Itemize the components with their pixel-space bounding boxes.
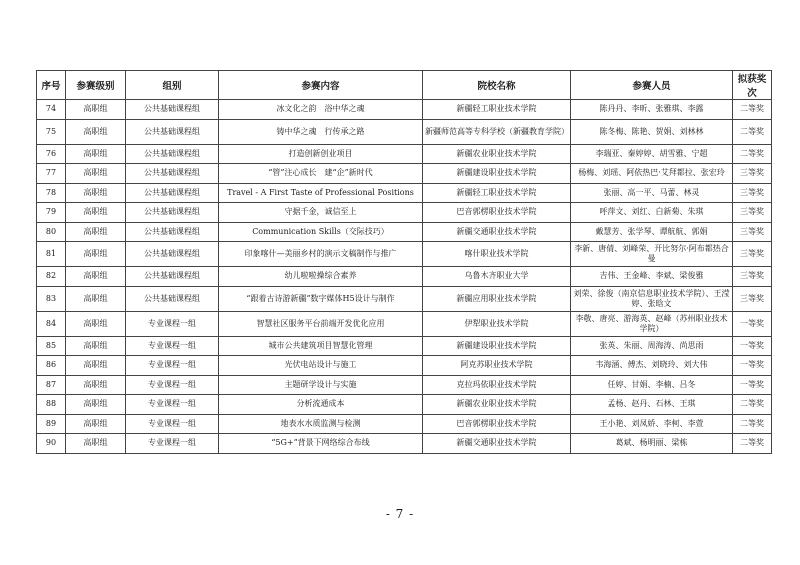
cell-group: 专业课程一组 xyxy=(126,395,219,415)
cell-school: 新疆轻工职业技术学院 xyxy=(423,100,571,120)
table-row xyxy=(37,336,772,356)
cell-level: 高职组 xyxy=(66,119,126,144)
cell-participants: 张英、朱丽、周海涛、尚思雨 xyxy=(571,336,733,356)
cell-level: 高职组 xyxy=(66,242,126,267)
column-header: 参赛人员 xyxy=(571,71,733,100)
cell-content: “管”注心成长 建“企”新时代 xyxy=(219,164,423,184)
cell-index: 77 xyxy=(37,164,66,184)
cell-level: 高职组 xyxy=(66,100,126,120)
cell-award: 一等奖 xyxy=(733,375,772,395)
table-row xyxy=(37,414,772,434)
cell-index: 75 xyxy=(37,119,66,144)
cell-award: 二等奖 xyxy=(733,144,772,164)
table-row xyxy=(37,203,772,223)
cell-award: 二等奖 xyxy=(733,100,772,120)
cell-school: 巴音郭楞职业技术学院 xyxy=(423,414,571,434)
cell-level: 高职组 xyxy=(66,203,126,223)
cell-group: 公共基础课程组 xyxy=(126,183,219,203)
cell-group: 公共基础课程组 xyxy=(126,100,219,120)
cell-content: “跟着古诗游新疆”数字媒体H5设计与制作 xyxy=(219,286,423,311)
table-row xyxy=(37,222,772,242)
table-row xyxy=(37,144,772,164)
cell-school: 巴音郭楞职业技术学院 xyxy=(423,203,571,223)
cell-group: 公共基础课程组 xyxy=(126,242,219,267)
cell-group: 专业课程一组 xyxy=(126,434,219,454)
cell-school: 新疆轻工职业技术学院 xyxy=(423,183,571,203)
cell-index: 76 xyxy=(37,144,66,164)
cell-award: 二等奖 xyxy=(733,395,772,415)
cell-participants: 陈冬梅、陈艳、贺娟、刘林林 xyxy=(571,119,733,144)
cell-group: 公共基础课程组 xyxy=(126,119,219,144)
table-row xyxy=(37,286,772,311)
cell-group: 专业课程一组 xyxy=(126,414,219,434)
cell-group: 公共基础课程组 xyxy=(126,203,219,223)
cell-index: 83 xyxy=(37,286,66,311)
cell-level: 高职组 xyxy=(66,414,126,434)
table-row xyxy=(37,242,772,267)
cell-group: 公共基础课程组 xyxy=(126,164,219,184)
cell-award: 三等奖 xyxy=(733,267,772,287)
cell-group: 公共基础课程组 xyxy=(126,286,219,311)
cell-content: 印象喀什—美丽乡村的演示文稿制作与推广 xyxy=(219,242,423,267)
cell-content: Communication Skills（交际技巧） xyxy=(219,222,423,242)
cell-participants: 刘荣、徐俊（南京信息职业技术学院）、王滢婷、张晗文 xyxy=(571,286,733,311)
cell-school: 伊犁职业技术学院 xyxy=(423,311,571,336)
cell-level: 高职组 xyxy=(66,311,126,336)
cell-level: 高职组 xyxy=(66,395,126,415)
cell-content: 分析流通成本 xyxy=(219,395,423,415)
table-row xyxy=(37,375,772,395)
table-row xyxy=(37,434,772,454)
cell-index: 80 xyxy=(37,222,66,242)
page-number: - 7 - xyxy=(385,507,415,521)
cell-participants: 杨梅、刘瑶、阿依热巴·艾拜都拉、张宏玲 xyxy=(571,164,733,184)
cell-participants: 陈丹丹、李昕、张雅琪、李露 xyxy=(571,100,733,120)
cell-school: 新疆农业职业技术学院 xyxy=(423,144,571,164)
column-header: 拟获奖次 xyxy=(733,71,772,100)
cell-content: 守据千金，诚信至上 xyxy=(219,203,423,223)
cell-award: 三等奖 xyxy=(733,164,772,184)
cell-level: 高职组 xyxy=(66,164,126,184)
cell-award: 三等奖 xyxy=(733,183,772,203)
cell-award: 三等奖 xyxy=(733,286,772,311)
cell-group: 专业课程一组 xyxy=(126,336,219,356)
cell-index: 85 xyxy=(37,336,66,356)
column-header: 序号 xyxy=(37,71,66,100)
cell-index: 74 xyxy=(37,100,66,120)
cell-participants: 戴慧芳、张学琴、谭航航、郭娟 xyxy=(571,222,733,242)
cell-index: 79 xyxy=(37,203,66,223)
cell-level: 高职组 xyxy=(66,434,126,454)
table-row xyxy=(37,267,772,287)
cell-index: 82 xyxy=(37,267,66,287)
cell-participants: 孟杨、赵丹、石林、王琪 xyxy=(571,395,733,415)
cell-participants: 吉伟、王金峰、李斌、梁俊雅 xyxy=(571,267,733,287)
cell-school: 新疆交通职业技术学院 xyxy=(423,222,571,242)
cell-content: “5G+”背景下网络综合布线 xyxy=(219,434,423,454)
cell-participants: 呼萍文、刘红、白新菊、朱琪 xyxy=(571,203,733,223)
cell-award: 二等奖 xyxy=(733,414,772,434)
cell-index: 84 xyxy=(37,311,66,336)
cell-award: 三等奖 xyxy=(733,242,772,267)
cell-level: 高职组 xyxy=(66,356,126,376)
cell-content: 幼儿啦啦操综合素养 xyxy=(219,267,423,287)
cell-participants: 李新、唐倩、刘峰荣、开比努尔·阿布都热合曼 xyxy=(571,242,733,267)
award-table xyxy=(36,70,772,454)
cell-level: 高职组 xyxy=(66,336,126,356)
cell-award: 二等奖 xyxy=(733,434,772,454)
cell-group: 专业课程一组 xyxy=(126,356,219,376)
cell-participants: 李敬、唐亮、游海英、赵峰（苏州职业技术学院） xyxy=(571,311,733,336)
cell-group: 公共基础课程组 xyxy=(126,222,219,242)
cell-content: Travel - A First Taste of Professional Positions xyxy=(219,183,423,203)
cell-school: 阿克苏职业技术学院 xyxy=(423,356,571,376)
column-header: 参赛级别 xyxy=(66,71,126,100)
cell-school: 喀什职业技术学院 xyxy=(423,242,571,267)
award-table-container xyxy=(36,70,771,454)
cell-school: 乌鲁木齐职业大学 xyxy=(423,267,571,287)
cell-content: 主题研学设计与实施 xyxy=(219,375,423,395)
cell-group: 专业课程一组 xyxy=(126,375,219,395)
cell-content: 冰文化之韵 浴中华之魂 xyxy=(219,100,423,120)
cell-level: 高职组 xyxy=(66,183,126,203)
cell-participants: 张丽、高一平、马蕾、林灵 xyxy=(571,183,733,203)
cell-school: 新疆应用职业技术学院 xyxy=(423,286,571,311)
cell-participants: 王小艳、刘凤娇、李柯、李萱 xyxy=(571,414,733,434)
cell-school: 新疆建设职业技术学院 xyxy=(423,336,571,356)
cell-level: 高职组 xyxy=(66,222,126,242)
cell-content: 地表水水质监测与检测 xyxy=(219,414,423,434)
cell-participants: 任婷、甘娟、李楠、吕冬 xyxy=(571,375,733,395)
cell-participants: 韦海涵、傅杰、刘晓玲、刘大伟 xyxy=(571,356,733,376)
cell-participants: 李瑞亚、秦婷婷、胡雪雅、宁超 xyxy=(571,144,733,164)
cell-content: 打造创新创业项目 xyxy=(219,144,423,164)
cell-index: 87 xyxy=(37,375,66,395)
cell-school: 新疆农业职业技术学院 xyxy=(423,395,571,415)
cell-award: 一等奖 xyxy=(733,336,772,356)
cell-index: 78 xyxy=(37,183,66,203)
cell-school: 克拉玛依职业技术学院 xyxy=(423,375,571,395)
table-row xyxy=(37,183,772,203)
column-header: 院校名称 xyxy=(423,71,571,100)
cell-index: 81 xyxy=(37,242,66,267)
cell-index: 90 xyxy=(37,434,66,454)
cell-award: 一等奖 xyxy=(733,356,772,376)
column-header: 参赛内容 xyxy=(219,71,423,100)
cell-award: 二等奖 xyxy=(733,119,772,144)
cell-content: 光伏电站设计与施工 xyxy=(219,356,423,376)
cell-level: 高职组 xyxy=(66,144,126,164)
cell-group: 专业课程一组 xyxy=(126,311,219,336)
table-row xyxy=(37,395,772,415)
cell-award: 三等奖 xyxy=(733,203,772,223)
table-row xyxy=(37,311,772,336)
cell-index: 88 xyxy=(37,395,66,415)
cell-index: 86 xyxy=(37,356,66,376)
table-row xyxy=(37,119,772,144)
cell-award: 一等奖 xyxy=(733,311,772,336)
table-row xyxy=(37,164,772,184)
cell-level: 高职组 xyxy=(66,267,126,287)
table-row xyxy=(37,100,772,120)
cell-award: 三等奖 xyxy=(733,222,772,242)
cell-group: 公共基础课程组 xyxy=(126,144,219,164)
cell-level: 高职组 xyxy=(66,375,126,395)
cell-school: 新疆交通职业技术学院 xyxy=(423,434,571,454)
cell-index: 89 xyxy=(37,414,66,434)
cell-group: 公共基础课程组 xyxy=(126,267,219,287)
cell-content: 城市公共建筑项目智慧化管理 xyxy=(219,336,423,356)
table-row xyxy=(37,356,772,376)
column-header: 组别 xyxy=(126,71,219,100)
cell-participants: 葛斌、杨明丽、梁栋 xyxy=(571,434,733,454)
table-header-row xyxy=(37,71,772,100)
cell-content: 智慧社区服务平台前端开发优化应用 xyxy=(219,311,423,336)
cell-school: 新疆师范高等专科学校（新疆教育学院） xyxy=(423,119,571,144)
cell-school: 新疆建设职业技术学院 xyxy=(423,164,571,184)
cell-level: 高职组 xyxy=(66,286,126,311)
table-body xyxy=(37,100,772,454)
cell-content: 铸中华之魂 行传承之路 xyxy=(219,119,423,144)
